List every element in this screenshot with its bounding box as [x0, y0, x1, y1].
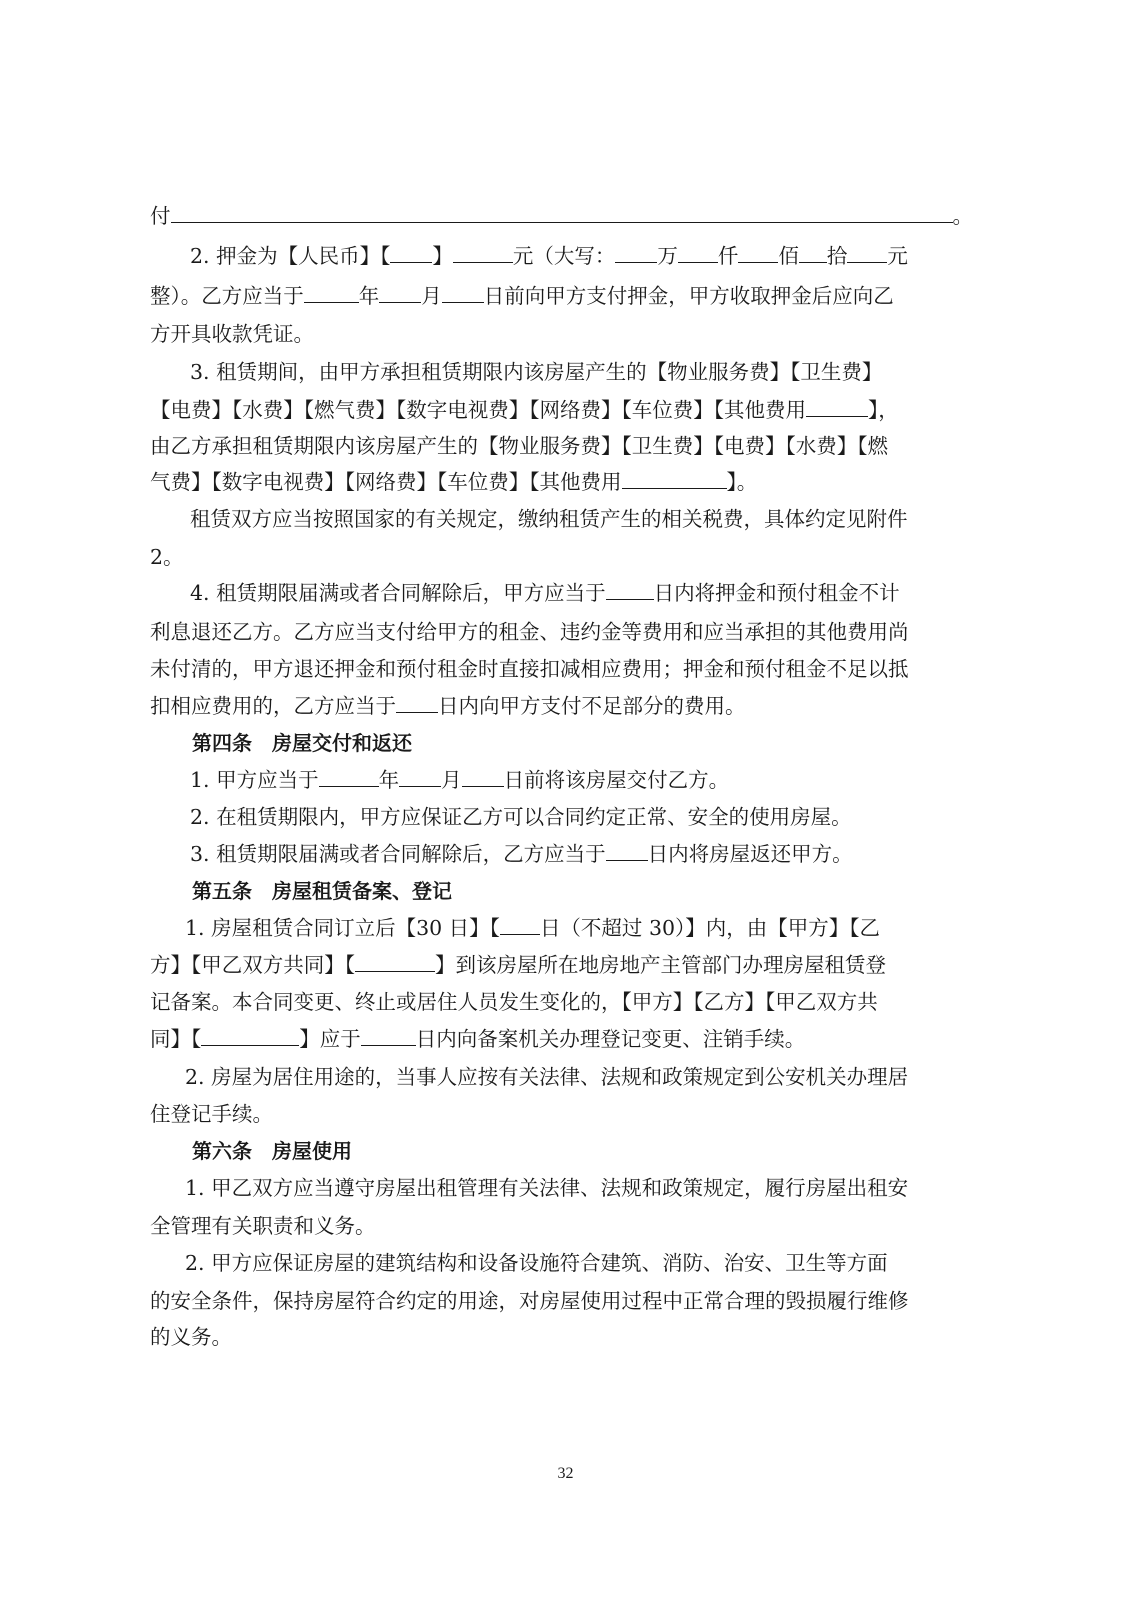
text-fragment: 2. 押金为【人民币】【 [190, 244, 391, 268]
fill-blank [606, 838, 648, 861]
text-line [150, 198, 980, 234]
fill-blank [390, 240, 432, 263]
text-fragment: 月 [421, 284, 442, 308]
text-fragment: 2。 [150, 545, 184, 569]
text-fragment: 全管理有关职责和义务。 [150, 1214, 376, 1238]
text-fragment: 拾 [826, 244, 848, 268]
text-line [150, 1021, 980, 1057]
text-line [190, 762, 980, 798]
text-line [150, 278, 980, 314]
text-fragment: 日前将该房屋交付乙方。 [503, 768, 730, 792]
text-line [185, 1170, 980, 1206]
text-fragment: 方】【甲乙双方共同】【 [150, 953, 355, 977]
text-fragment: 月 [441, 768, 462, 792]
text-fragment: 4. 租赁期限届满或者合同解除后，甲方应当于 [190, 581, 606, 605]
text-fragment: 的义务。 [150, 1325, 232, 1349]
fill-blank [304, 280, 359, 303]
text-fragment: 元（大写： [512, 244, 616, 268]
text-line [190, 238, 980, 274]
text-fragment: 年 [358, 284, 380, 308]
fill-blank [678, 240, 718, 263]
text-line [150, 947, 980, 983]
text-fragment: 未付清的，甲方退还押金和预付租金时直接扣减相应费用；押金和预付租金不足以抵 [150, 657, 909, 681]
text-line [150, 614, 980, 650]
text-line [150, 688, 980, 724]
text-fragment: 同】【 [150, 1027, 202, 1051]
text-fragment: 】应于 [299, 1027, 361, 1051]
text-line [150, 428, 980, 464]
text-fragment: 日前向甲方支付押金，甲方收取押金后应向乙 [483, 284, 894, 308]
text-fragment: 扣相应费用的，乙方应当于 [150, 694, 396, 718]
text-fragment: 气费】【数字电视费】【网络费】【车位费】【其他费用 [150, 470, 622, 494]
page-number: 32 [557, 1465, 574, 1482]
text-fragment: 租赁双方应当按照国家的有关规定，缴纳租赁产生的相关税费，具体约定见附件 [190, 507, 908, 531]
text-fragment: 整）。乙方应当于 [150, 284, 304, 308]
fill-blank [319, 764, 379, 787]
text-line [190, 799, 980, 835]
fill-blank [201, 1023, 299, 1046]
text-fragment: 记备案。本合同变更、终止或居住人员发生变化的，【甲方】【乙方】【甲乙双方共 [150, 990, 878, 1014]
text-fragment: 日内向备案机关办理登记变更、注销手续。 [415, 1027, 806, 1051]
text-line [190, 575, 980, 611]
text-fragment: 年 [378, 768, 400, 792]
text-line [150, 984, 980, 1020]
text-fragment: 方开具收款凭证。 [150, 322, 314, 346]
fill-blank [806, 394, 868, 417]
text-fragment: 住登记手续。 [150, 1102, 273, 1126]
fill-blank [399, 764, 441, 787]
text-line [150, 464, 980, 500]
text-line [150, 651, 980, 687]
text-fragment: 】， [868, 398, 899, 422]
fill-blank [799, 240, 827, 263]
text-fragment: 第五条 房屋租赁备案、登记 [192, 879, 452, 903]
text-line [150, 316, 980, 352]
text-line [190, 836, 980, 872]
fill-blank [462, 764, 504, 787]
fill-blank [606, 577, 654, 600]
text-line [150, 1096, 980, 1132]
text-line [150, 1283, 980, 1319]
text-line [185, 1059, 980, 1095]
text-fragment: 的安全条件，保持房屋符合约定的用途，对房屋使用过程中正常合理的毁损履行维修 [150, 1289, 909, 1313]
text-line [150, 392, 980, 428]
text-line [150, 1319, 980, 1355]
text-fragment: 由乙方承担租赁期限内该房屋产生的【物业服务费】【卫生费】【电费】【水费】【燃 [150, 434, 888, 458]
text-fragment: 】到该房屋所在地房地产主管部门办理房屋租赁登 [435, 953, 886, 977]
text-fragment: 第四条 房屋交付和返还 [192, 731, 412, 755]
text-fragment: 元 [887, 244, 908, 268]
text-line [150, 539, 980, 575]
text-fragment: 利息退还乙方。乙方应当支付给甲方的租金、违约金等费用和应当承担的其他费用尚 [150, 620, 909, 644]
text-line [185, 1245, 980, 1281]
fill-blank [500, 912, 540, 935]
text-fragment: 万 [657, 244, 678, 268]
text-fragment: 1. 房屋租赁合同订立后【30 日】【 [185, 916, 500, 940]
text-fragment: 2. 房屋为居住用途的，当事人应按有关法律、法规和政策规定到公安机关办理居 [185, 1065, 909, 1089]
text-fragment: 付 [150, 204, 171, 228]
text-fragment: 日内向甲方支付不足部分的费用。 [438, 694, 746, 718]
fill-blank [738, 240, 778, 263]
text-fragment: 日内将押金和预付租金不计 [653, 581, 900, 605]
text-line [185, 910, 980, 946]
text-fragment: 。 [952, 204, 973, 228]
fill-blank [453, 240, 513, 263]
fill-blank [171, 200, 953, 223]
fill-blank [379, 280, 421, 303]
text-line [190, 501, 980, 537]
text-line [190, 354, 980, 390]
fill-blank [615, 240, 657, 263]
text-fragment: 3. 租赁期限届满或者合同解除后，乙方应当于 [190, 842, 606, 866]
text-fragment: 2. 在租赁期限内，甲方应保证乙方可以合同约定正常、安全的使用房屋。 [190, 805, 852, 829]
fill-blank [622, 466, 727, 489]
text-fragment: 日（不超过 30）】内，由【甲方】【乙 [539, 916, 881, 940]
text-fragment: 】 [432, 244, 453, 268]
text-fragment: 】。 [726, 470, 758, 494]
text-fragment: 仟 [717, 244, 739, 268]
text-fragment: 2. 甲方应保证房屋的建筑结构和设备设施符合建筑、消防、治安、卫生等方面 [185, 1251, 888, 1275]
text-fragment: 佰 [778, 244, 799, 268]
fill-blank [847, 240, 887, 263]
fill-blank [442, 280, 484, 303]
text-fragment: 1. 甲乙双方应当遵守房屋出租管理有关法律、法规和政策规定，履行房屋出租安 [185, 1176, 909, 1200]
section-heading [192, 1133, 1022, 1169]
section-heading [192, 873, 1022, 909]
text-fragment: 日内将房屋返还甲方。 [647, 842, 853, 866]
text-fragment: 1. 甲方应当于 [190, 768, 319, 792]
text-fragment: 第六条 房屋使用 [192, 1139, 352, 1163]
fill-blank [361, 1023, 416, 1046]
text-fragment: 【电费】【水费】【燃气费】【数字电视费】【网络费】【车位费】【其他费用 [150, 398, 806, 422]
fill-blank [355, 949, 435, 972]
text-line [150, 1208, 980, 1244]
section-heading [192, 725, 1022, 761]
fill-blank [396, 690, 438, 713]
text-fragment: 3. 租赁期间，由甲方承担租赁期限内该房屋产生的【物业服务费】【卫生费】 [190, 360, 883, 384]
